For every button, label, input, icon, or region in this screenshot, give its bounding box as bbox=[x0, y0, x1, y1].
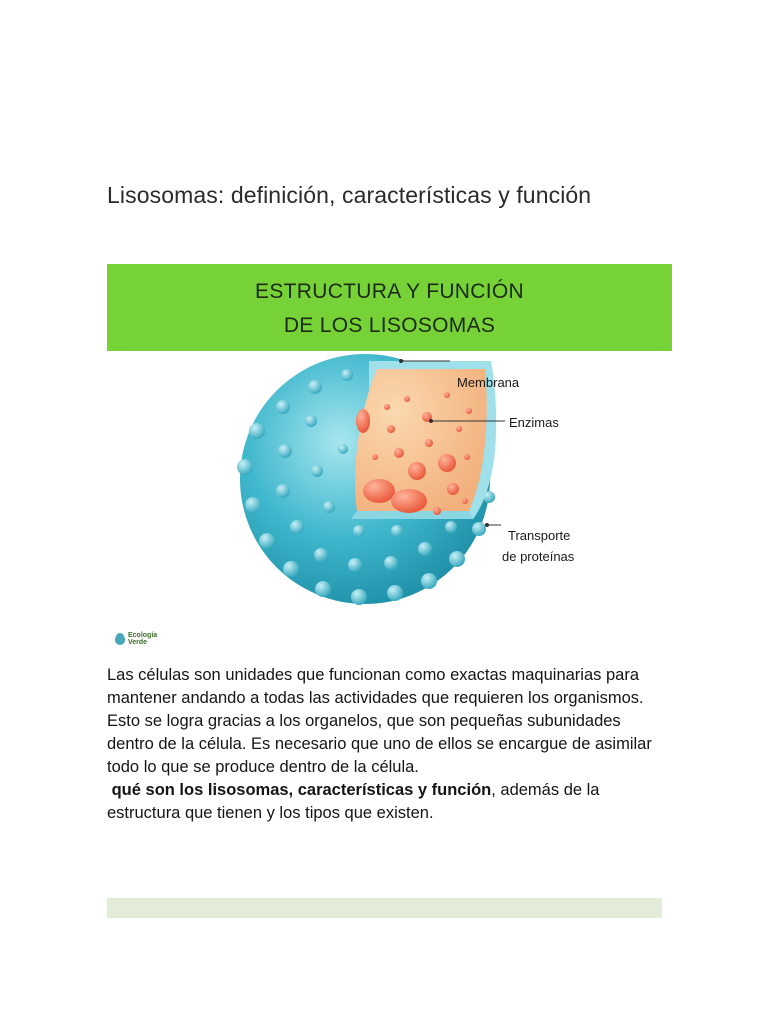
banner-title-line1: ESTRUCTURA Y FUNCIÓN bbox=[255, 280, 524, 303]
leaf-drop-icon bbox=[115, 633, 125, 645]
shaded-divider-bar bbox=[107, 898, 662, 918]
label-membrana: Membrana bbox=[457, 375, 520, 390]
logo-line2: Verde bbox=[128, 639, 148, 646]
banner-title-line2: DE LOS LISOSOMAS bbox=[283, 314, 496, 337]
label-transporte-2: de proteínas bbox=[502, 549, 575, 564]
page-title: Lisosomas: definición, características y función bbox=[107, 182, 592, 208]
body-bold-phrase: qué son los lisosomas, características y función bbox=[111, 781, 492, 799]
lysosome-infographic bbox=[107, 264, 672, 656]
label-enzimas: Enzimas bbox=[509, 415, 559, 430]
lysosome-illustration bbox=[107, 351, 672, 631]
logo-line1: Ecología bbox=[128, 632, 158, 639]
body-paragraph-2-rest: , además de la estructura que tienen y los tipos que existen. bbox=[107, 781, 600, 822]
ecologia-verde-logo bbox=[115, 630, 157, 648]
body-paragraph-2 bbox=[107, 779, 667, 825]
infographic-banner bbox=[107, 264, 672, 351]
body-paragraph-1: Las células son unidades que funcionan como exactas maquinarias para mantener andando a todas las actividades que requieren los organismos. Esto se logra gracias a los organelos, que son pequeñas subunidades dentro de la célula. Es necesario que uno de ellos se encargue de asimilar todo lo que se produce dentro de la célula. bbox=[107, 666, 652, 776]
body-text bbox=[107, 664, 667, 825]
label-transporte-1: Transporte bbox=[508, 528, 571, 543]
